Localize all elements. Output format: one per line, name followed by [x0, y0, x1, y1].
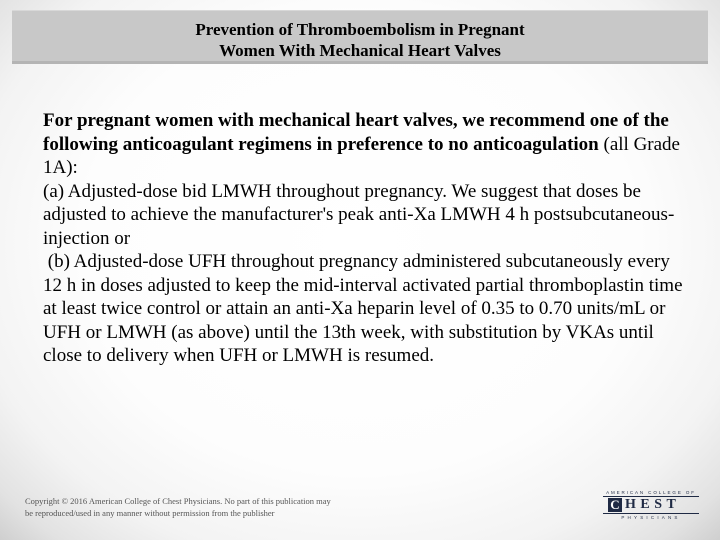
copyright-line-2: be reproduced/used in any manner without permission from the publisher	[25, 508, 275, 518]
title-banner	[12, 10, 708, 64]
regimen-b: (b) Adjusted-dose UFH throughout pregnancy administered subcutaneously every 12 h in doses adjusted to keep the mid-interval activated partial thromboplastin time at least twice control or attain an anti-Xa heparin level of 0.35 to 0.70 units/mL or UFH or LMWH (as above) until the 13th week, with substitution by VKAs until close to delivery when UFH or LMWH is resumed.	[43, 251, 683, 366]
logo-wordmark	[603, 498, 699, 512]
regimen-a: (a) Adjusted-dose bid LMWH throughout pregnancy. We suggest that doses be adjusted to achieve the manufacturer's peak anti-Xa LMWH 4 h postsubcutaneous-injection or	[43, 180, 675, 249]
copyright-line-1: Copyright © 2016 American College of Chest Physicians. No part of this publication may	[25, 496, 331, 506]
logo-initial: C	[608, 498, 622, 512]
logo-bottom-rule	[603, 513, 699, 514]
slide-title-line-2: Women With Mechanical Heart Valves	[219, 41, 501, 60]
slide-title-line-1: Prevention of Thromboembolism in Pregnant	[195, 20, 525, 39]
recommendation-grade: (all Grade 1A):	[43, 133, 680, 178]
logo-bottom-text: PHYSICIANS	[621, 515, 681, 520]
recommendation-text	[43, 109, 693, 368]
recommendation-intro: For pregnant women with mechanical heart valves, we recommend one of the following anticoagulant regimens in preference to no anticoagulation	[43, 110, 669, 155]
copyright-notice	[25, 495, 405, 519]
logo-top-text: AMERICAN COLLEGE OF	[606, 490, 696, 495]
logo-word: HEST	[625, 497, 681, 512]
chest-logo	[603, 490, 699, 520]
